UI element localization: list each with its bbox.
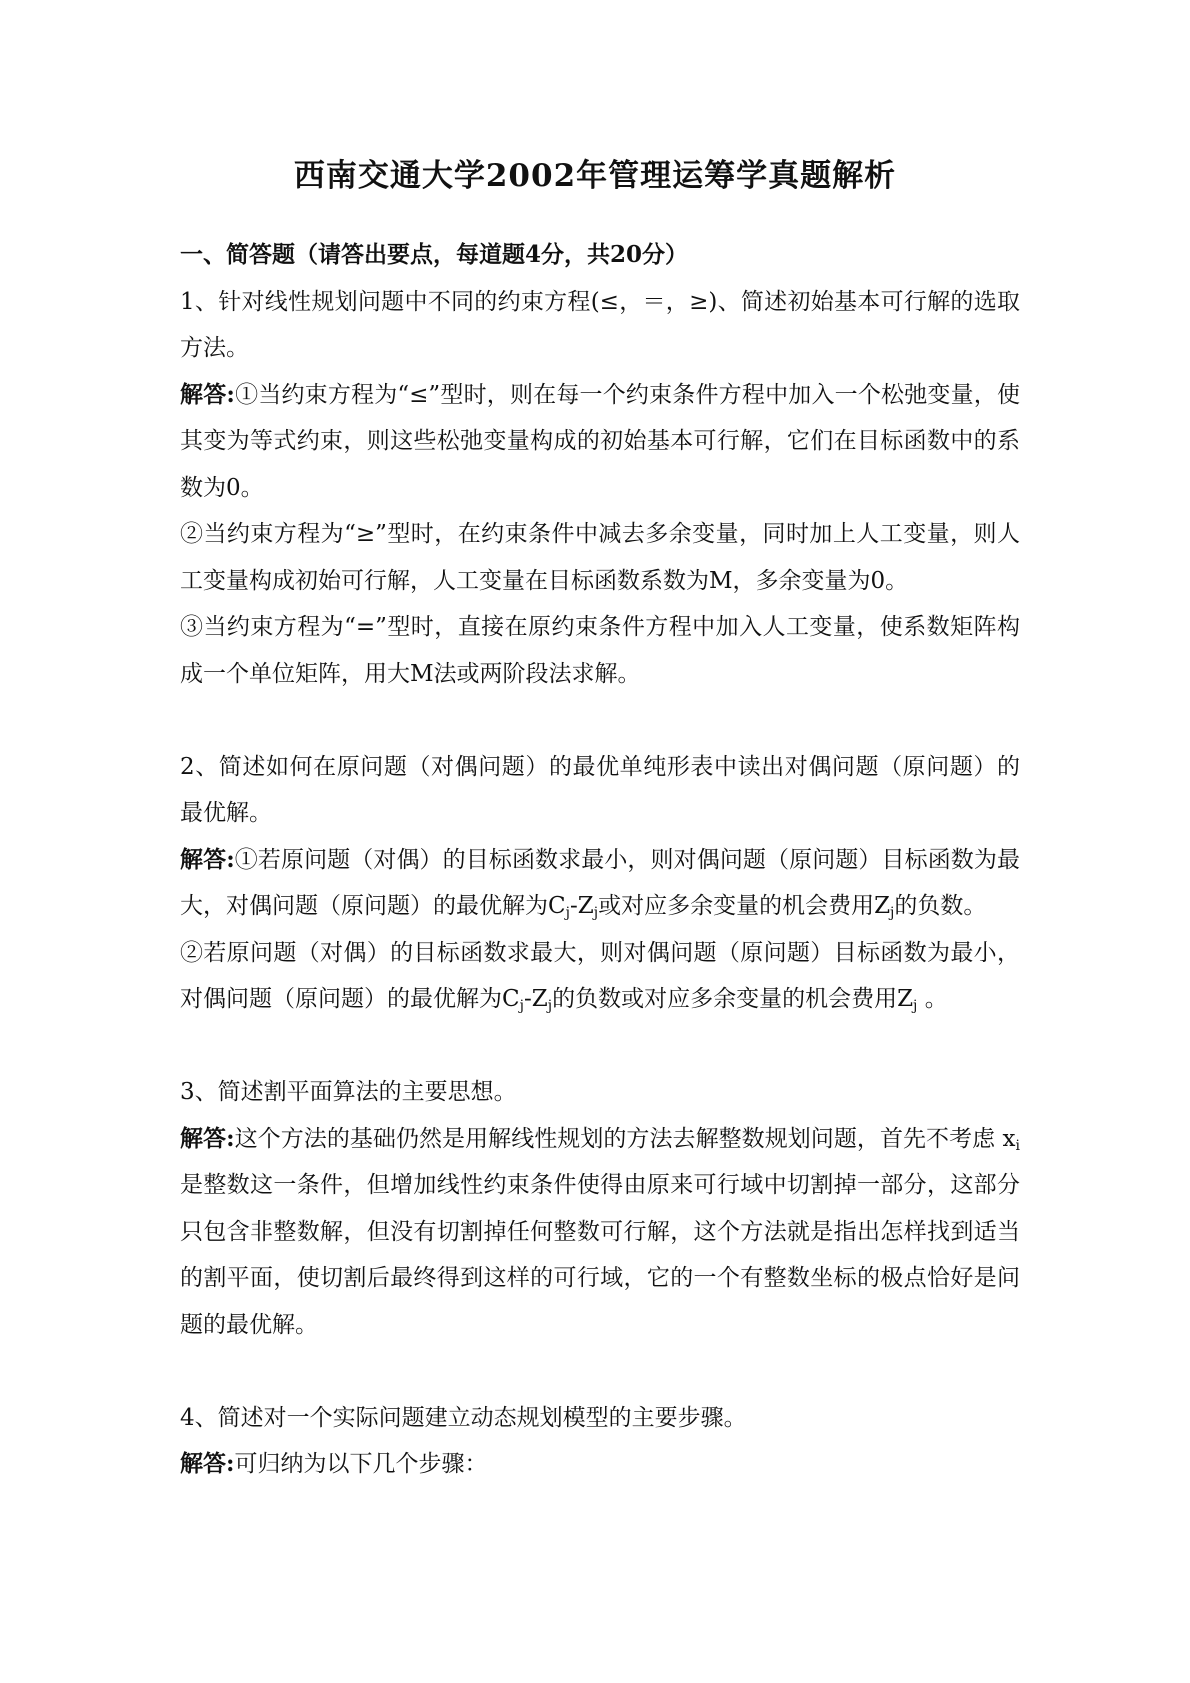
answer-1-para-2: ②当约束方程为“≥”型时，在约束条件中减去多余变量，同时加上人工变量，则人工变量构成初始可行解，人工变量在目标函数系数为M，多余变量为0。 xyxy=(180,521,1020,594)
answer-1-para-3: ③当约束方程为“=”型时，直接在原约束条件方程中加入人工变量，使系数矩阵构成一个单位矩阵，用大M法或两阶段法求解。 xyxy=(180,614,1020,687)
question-3: 3、简述割平面算法的主要思想。 xyxy=(180,1079,517,1105)
subscript-j: j xyxy=(593,905,599,921)
answer-label: 解答: xyxy=(180,380,235,408)
subscript-j: j xyxy=(565,905,570,921)
question-1: 1、针对线性规划问题中不同的约束方程(≤，＝，≥)、简述初始基本可行解的选取方法。 xyxy=(180,288,1020,361)
answer-3-text-a: 这个方法的基础仍然是用解线性规划的方法去解整数规划问题，首先不考虑 x xyxy=(234,1125,1016,1152)
document-body xyxy=(180,232,1020,1488)
answer-4-para xyxy=(180,1441,1020,1488)
answer-2-text-c: 的负数。 xyxy=(894,893,987,919)
answer-2-text-a: ①若原问题（对偶）的目标函数求最小，则对偶问题（原问题）目标函数为最大，对偶问题（原问题）的最优解为C xyxy=(180,846,1020,919)
subscript-j: j xyxy=(547,998,553,1014)
subscript-j: j xyxy=(913,998,918,1014)
answer-4-text: 可归纳为以下几个步骤： xyxy=(234,1451,488,1477)
answer-label: 解答: xyxy=(180,1450,235,1477)
answer-2-text-e: 的负数或对应多余变量的机会费用Z xyxy=(552,986,914,1012)
page-title: 西南交通大学2002年管理运筹学真题解析 xyxy=(293,158,897,194)
subscript-i: i xyxy=(1015,1137,1020,1154)
answer-2-text-b: 或对应多余变量的机会费用Z xyxy=(598,893,891,919)
answer-3-para xyxy=(180,1116,1020,1349)
subscript-j: j xyxy=(890,905,895,921)
answer-1-text-1: ①当约束方程为“≤”型时，则在每一个约束条件方程中加入一个松弛变量，使其变为等式约束，则这些松弛变量构成的初始基本可行解，它们在目标函数中的系数为0。 xyxy=(180,381,1020,501)
section-heading: 一、简答题（请答出要点，每道题4分，共20分） xyxy=(180,241,689,268)
dash-z: -Z xyxy=(569,893,594,919)
question-2: 2、简述如何在原问题（对偶问题）的最优单纯形表中读出对偶问题（原问题）的最优解。 xyxy=(180,753,1020,826)
subscript-j: j xyxy=(519,998,524,1014)
spacer xyxy=(180,697,1020,744)
spacer xyxy=(180,1023,1020,1070)
answer-3-text-b: 是整数这一条件，但增加线性约束条件使得由原来可行域中切割掉一部分，这部分只包含非整数解，但没有切割掉任何整数可行解，这个方法就是指出怎样找到适当的割平面，使切割后最终得到这样的可行域，它的一个有整数坐标的极点恰好是问题的最优解。 xyxy=(180,1172,1020,1338)
answer-2-text-d: ②若原问题（对偶）的目标函数求最大，则对偶问题（原问题）目标函数为最小，对偶问题（原问题）的最优解为C xyxy=(180,939,1020,1012)
answer-label: 解答: xyxy=(180,845,235,873)
question-4: 4、简述对一个实际问题建立动态规划模型的主要步骤。 xyxy=(180,1404,747,1431)
answer-2-text-f: 。 xyxy=(917,986,948,1012)
answer-2-para-2 xyxy=(180,930,1020,1023)
dash-z: -Z xyxy=(523,986,548,1012)
answer-1-para-1 xyxy=(180,372,1020,512)
answer-2-para-1 xyxy=(180,837,1020,930)
answer-label: 解答: xyxy=(180,1124,235,1152)
spacer xyxy=(180,1348,1020,1395)
